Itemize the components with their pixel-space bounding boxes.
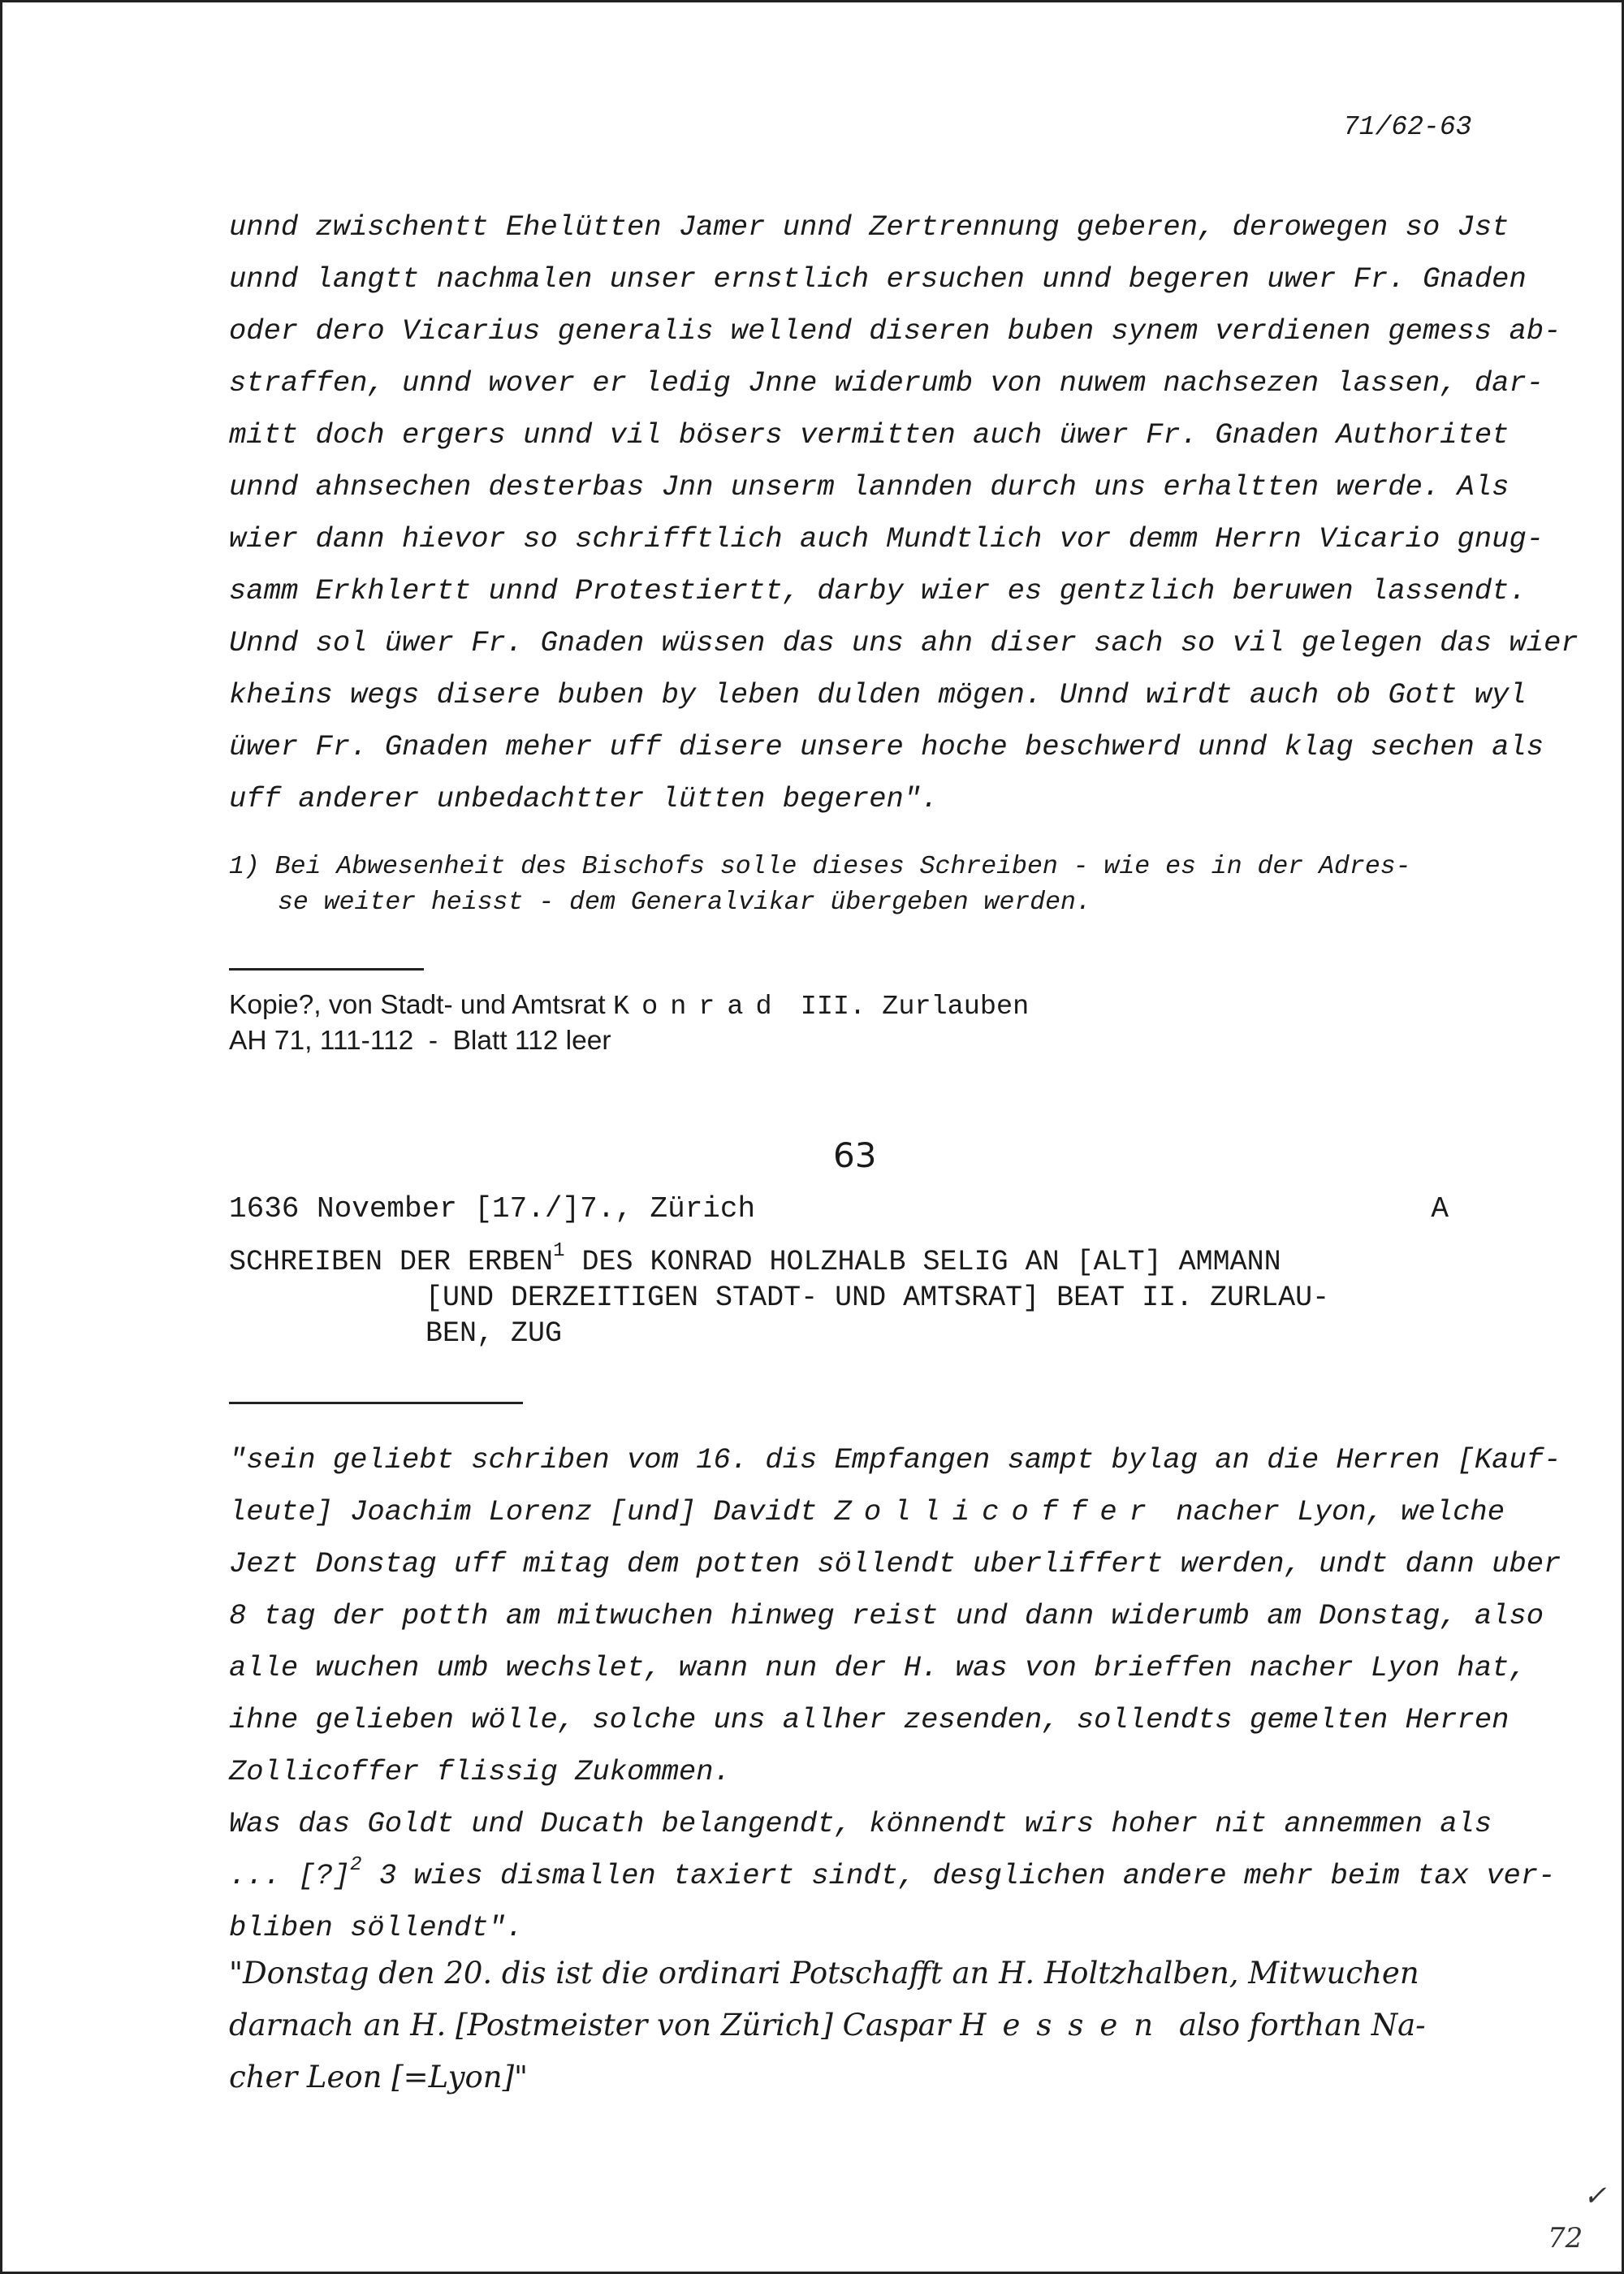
text-fragment: darnach an H. [Postmeister von Zürich] Caspar bbox=[229, 2008, 961, 2043]
letter-text-continued bbox=[229, 201, 1579, 825]
handwritten-line: cher Leon [=Lyon]" bbox=[229, 2060, 529, 2095]
text-line: kheins wegs disere buben by leben dulden mögen. Unnd wirdt auch ob Gott wyl bbox=[229, 678, 1527, 711]
letter-excerpt bbox=[229, 1434, 1561, 1954]
source-prefix: Kopie?, von Stadt- und Amtsrat bbox=[229, 990, 613, 1020]
spaced-name: Hessen bbox=[960, 2008, 1170, 2043]
heading-line: BEN, ZUG bbox=[425, 1317, 563, 1350]
divider-rule bbox=[229, 1402, 523, 1404]
text-line: straffen, unnd wover er ledig Jnne widerumb von nuwem nachsezen lassen, dar- bbox=[229, 366, 1544, 400]
text-line: Was das Goldt und Ducath belangendt, könnendt wirs hoher nit annemmen als bbox=[229, 1807, 1492, 1840]
document-date: 1636 November [17./]7., Zürich bbox=[229, 1192, 756, 1226]
footnote-marker: 1 bbox=[553, 1240, 565, 1263]
source-name: Konrad bbox=[613, 992, 784, 1022]
source-suffix: III. Zurlauben bbox=[784, 992, 1030, 1022]
heading-line bbox=[229, 1240, 1329, 1280]
text-line: Zollicoffer flissig Zukommen. bbox=[229, 1755, 731, 1788]
text-fragment: also forthan Na- bbox=[1169, 2008, 1426, 2043]
text-line: 8 tag der potth am mitwuchen hinweg reist und dann widerumb am Donstag, also bbox=[229, 1599, 1544, 1632]
footnote-line: se weiter heisst - dem Generalvikar übergeben werden. bbox=[278, 888, 1091, 917]
check-mark-icon: ✓ bbox=[1583, 2180, 1607, 2212]
footnote-line: 1) Bei Abwesenheit des Bischofs solle dieses Schreiben - wie es in der Adres- bbox=[229, 853, 1411, 881]
page-reference: 71/62-63 bbox=[1343, 112, 1472, 142]
heading-text: SCHREIBEN DER ERBEN bbox=[229, 1246, 554, 1278]
text-line: Unnd sol üwer Fr. Gnaden wüssen das uns ahn diser sach so vil gelegen das wier bbox=[229, 626, 1579, 659]
heading-text: DES KONRAD HOLZHALB SELIG AN [ALT] AMMANN bbox=[564, 1246, 1281, 1278]
text-line bbox=[229, 1486, 1528, 1538]
text-line: unnd zwischentt Ehelütten Jamer unnd Zertrennung geberen, derowegen so Jst bbox=[229, 210, 1510, 244]
text-line: "sein geliebt schriben vom 16. dis Empfangen sampt bylag an die Herren [Kauf- bbox=[229, 1443, 1561, 1476]
text-line: üwer Fr. Gnaden meher uff disere unsere hoche beschwerd unnd klag sechen als bbox=[229, 730, 1544, 763]
dateline bbox=[229, 1192, 1449, 1226]
folio-mark: 72 bbox=[1548, 2222, 1583, 2255]
handwritten-line: "Donstag den 20. dis ist die ordinari Potschafft an H. Holtzhalben, Mitwuchen bbox=[229, 1956, 1419, 1991]
text-line: ihne gelieben wölle, solche uns allher zesenden, sollendts gemelten Herren bbox=[229, 1703, 1510, 1736]
text-line: samm Erkhlertt unnd Protestiertt, darby wier es gentzlich beruwen lassendt. bbox=[229, 574, 1527, 607]
source-note bbox=[229, 988, 1029, 1059]
source-archive bbox=[229, 1023, 1029, 1059]
text-line: uff anderer unbedachtter lütten begeren". bbox=[229, 782, 939, 815]
text-line: Jezt Donstag uff mitag dem potten söllendt uberliffert werden, undt dann uber bbox=[229, 1547, 1561, 1580]
handwritten-line bbox=[229, 1999, 1426, 2051]
text-line: bliben söllendt". bbox=[229, 1911, 524, 1944]
text-line: alle wuchen umb wechslet, wann nun der H. was von brieffen nacher Lyon hat, bbox=[229, 1651, 1527, 1684]
spaced-name: Zollicoffer bbox=[834, 1495, 1159, 1528]
archive-ref: AH 71, 111-112 - Blatt 112 leer bbox=[229, 1026, 611, 1056]
text-fragment: leute] Joachim Lorenz [und] Davidt bbox=[229, 1495, 835, 1528]
document-number: 63 bbox=[833, 1135, 877, 1175]
text-fragment: ... [?] bbox=[229, 1859, 351, 1892]
text-line bbox=[229, 1850, 1556, 1902]
footnote bbox=[229, 850, 1411, 921]
source-line bbox=[229, 988, 1029, 1023]
text-line: oder dero Vicarius generalis wellend diseren buben synem verdienen gemess ab- bbox=[229, 314, 1561, 348]
text-line: unnd ahnsechen desterbas Jnn unserm lannden durch uns erhaltten werde. Als bbox=[229, 470, 1510, 504]
footnote-marker: 2 bbox=[350, 1854, 362, 1877]
text-line: mitt doch ergers unnd vil bösers vermitten auch üwer Fr. Gnaden Authoritet bbox=[229, 418, 1510, 452]
document-type-letter: A bbox=[1431, 1192, 1449, 1226]
document-heading bbox=[229, 1240, 1330, 1351]
text-line: wier dann hievor so schrifftlich auch Mundtlich vor demm Herrn Vicario gnug- bbox=[229, 522, 1544, 556]
text-fragment: 3 wies dismallen taxiert sindt, desglichen andere mehr beim tax ver- bbox=[361, 1859, 1556, 1892]
handwritten-addendum bbox=[229, 1948, 1426, 2103]
heading-line: [UND DERZEITIGEN STADT- UND AMTSRAT] BEAT II. ZURLAU- bbox=[425, 1282, 1330, 1314]
divider-rule bbox=[229, 968, 424, 971]
text-fragment: nacher Lyon, welche bbox=[1158, 1495, 1505, 1528]
text-line: unnd langtt nachmalen unser ernstlich ersuchen unnd begeren uwer Fr. Gnaden bbox=[229, 262, 1527, 296]
